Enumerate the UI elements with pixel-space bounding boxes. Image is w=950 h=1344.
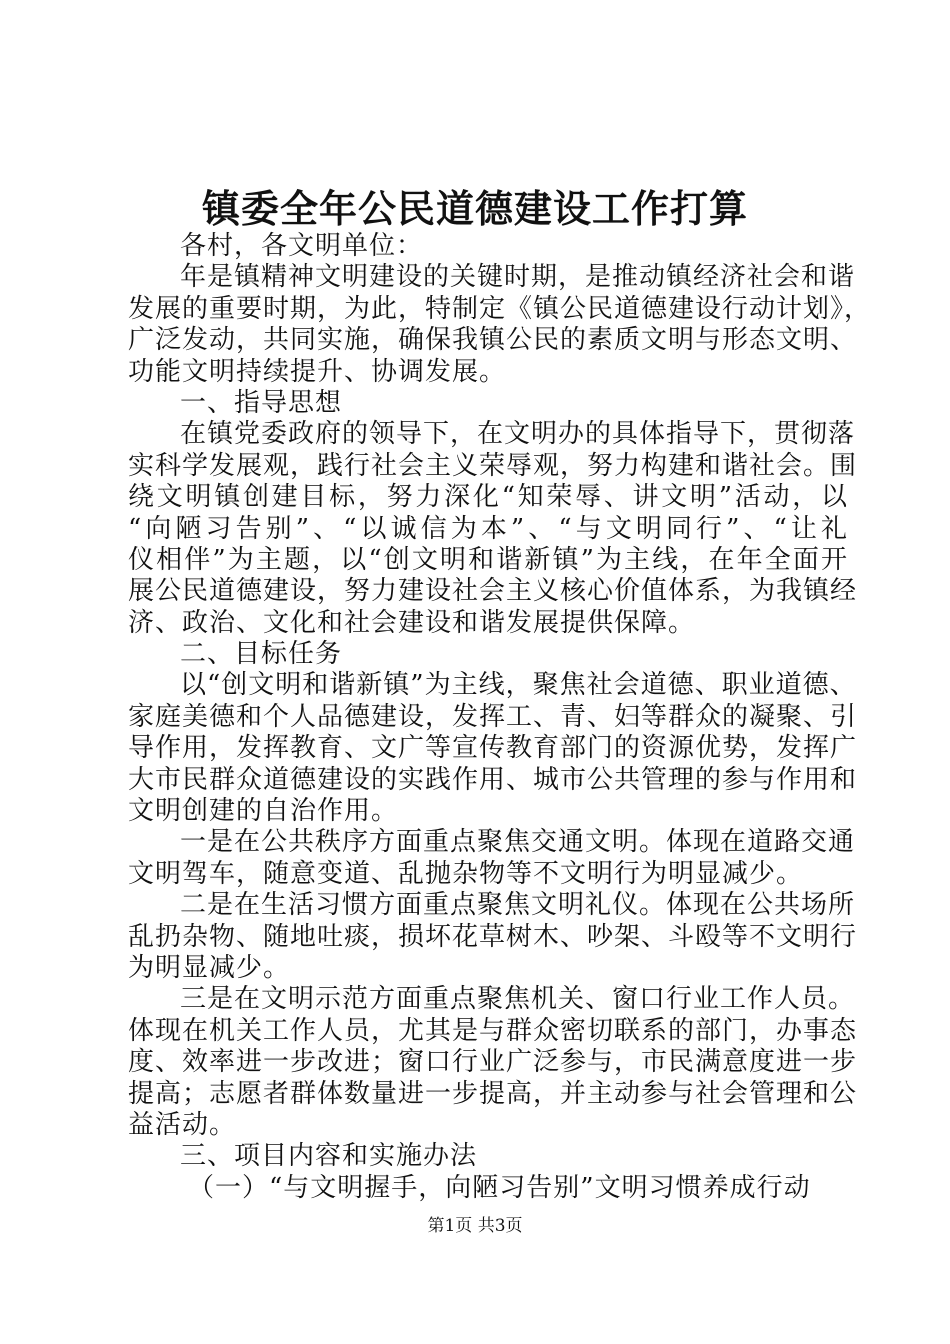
paragraph-line: 乱扔杂物、随地吐痰，损坏花草树木、吵架、斗殴等不文明行 [128,921,858,952]
paragraph-line: 以“创文明和谐新镇”为主线，聚焦社会道德、职业道德、 [180,670,857,701]
paragraph-line: 一是在公共秩序方面重点聚焦交通文明。体现在道路交通 [180,827,856,858]
paragraph-line: 在镇党委政府的领导下，在文明办的具体指导下，贯彻落 [180,419,856,450]
paragraph-line: 家庭美德和个人品德建设，发挥工、青、妇等群众的凝聚、引 [128,701,858,732]
paragraph-line: 度、效率进一步改进；窗口行业广泛参与，市民满意度进一步 [128,1047,858,1078]
paragraph-line: 实科学发展观，践行社会主义荣辱观，努力构建和谐社会。围 [128,450,858,481]
paragraph-line: 文明创建的自治作用。 [128,796,399,827]
paragraph-line: 体现在机关工作人员，尤其是与群众密切联系的部门，办事态 [128,1015,858,1046]
paragraph-line: 功能文明持续提升、协调发展。 [128,356,507,387]
paragraph-line: 济、政治、文化和社会建设和谐发展提供保障。 [128,607,696,638]
document-body [128,231,872,1204]
paragraph-line: 仪相伴”为主题，以“创文明和谐新镇”为主线，在年全面开 [128,544,848,575]
section-heading: 一、指导思想 [180,387,343,418]
paragraph-line: 发展的重要时期，为此，特制定《镇公民道德建设行动计划》， [128,293,872,324]
paragraph-line: 大市民群众道德建设的实践作用、城市公共管理的参与作用和 [128,764,858,795]
paragraph-line: “向陋习告别”、“以诚信为本”、“与文明同行”、“让礼 [128,513,848,544]
page-number-footer: 第1页 共3页 [427,1216,523,1236]
paragraph-line: 年是镇精神文明建设的关键时期，是推动镇经济社会和谐 [180,262,856,293]
paragraph-line: 为明显减少。 [128,952,291,983]
paragraph-line: 广泛发动，共同实施，确保我镇公民的素质文明与形态文明、 [128,325,858,356]
paragraph-line: 三是在文明示范方面重点聚焦机关、窗口行业工作人员。 [180,984,856,1015]
document-title: 镇委全年公民道德建设工作打算 [201,186,748,231]
paragraph-line: 展公民道德建设，努力建设社会主义核心价值体系，为我镇经 [128,576,858,607]
paragraph-line: 二是在生活习惯方面重点聚焦文明礼仪。体现在公共场所 [180,890,856,921]
paragraph-line: 绕文明镇创建目标，努力深化“知荣辱、讲文明”活动，以 [128,482,848,513]
paragraph-line: 益活动。 [128,1109,237,1140]
salutation-line: 各村，各文明单位： [180,231,424,261]
paragraph-line: 导作用，发挥教育、文广等宣传教育部门的资源优势，发挥广 [128,733,858,764]
section-heading: 二、目标任务 [180,639,343,670]
subsection-heading: （一）“与文明握手，向陋习告别”文明习惯养成行动 [188,1172,811,1203]
section-heading: 三、项目内容和实施办法 [180,1141,478,1172]
paragraph-line: 文明驾车，随意变道、乱抛杂物等不文明行为明显减少。 [128,858,804,889]
paragraph-line: 提高；志愿者群体数量进一步提高，并主动参与社会管理和公 [128,1078,858,1109]
